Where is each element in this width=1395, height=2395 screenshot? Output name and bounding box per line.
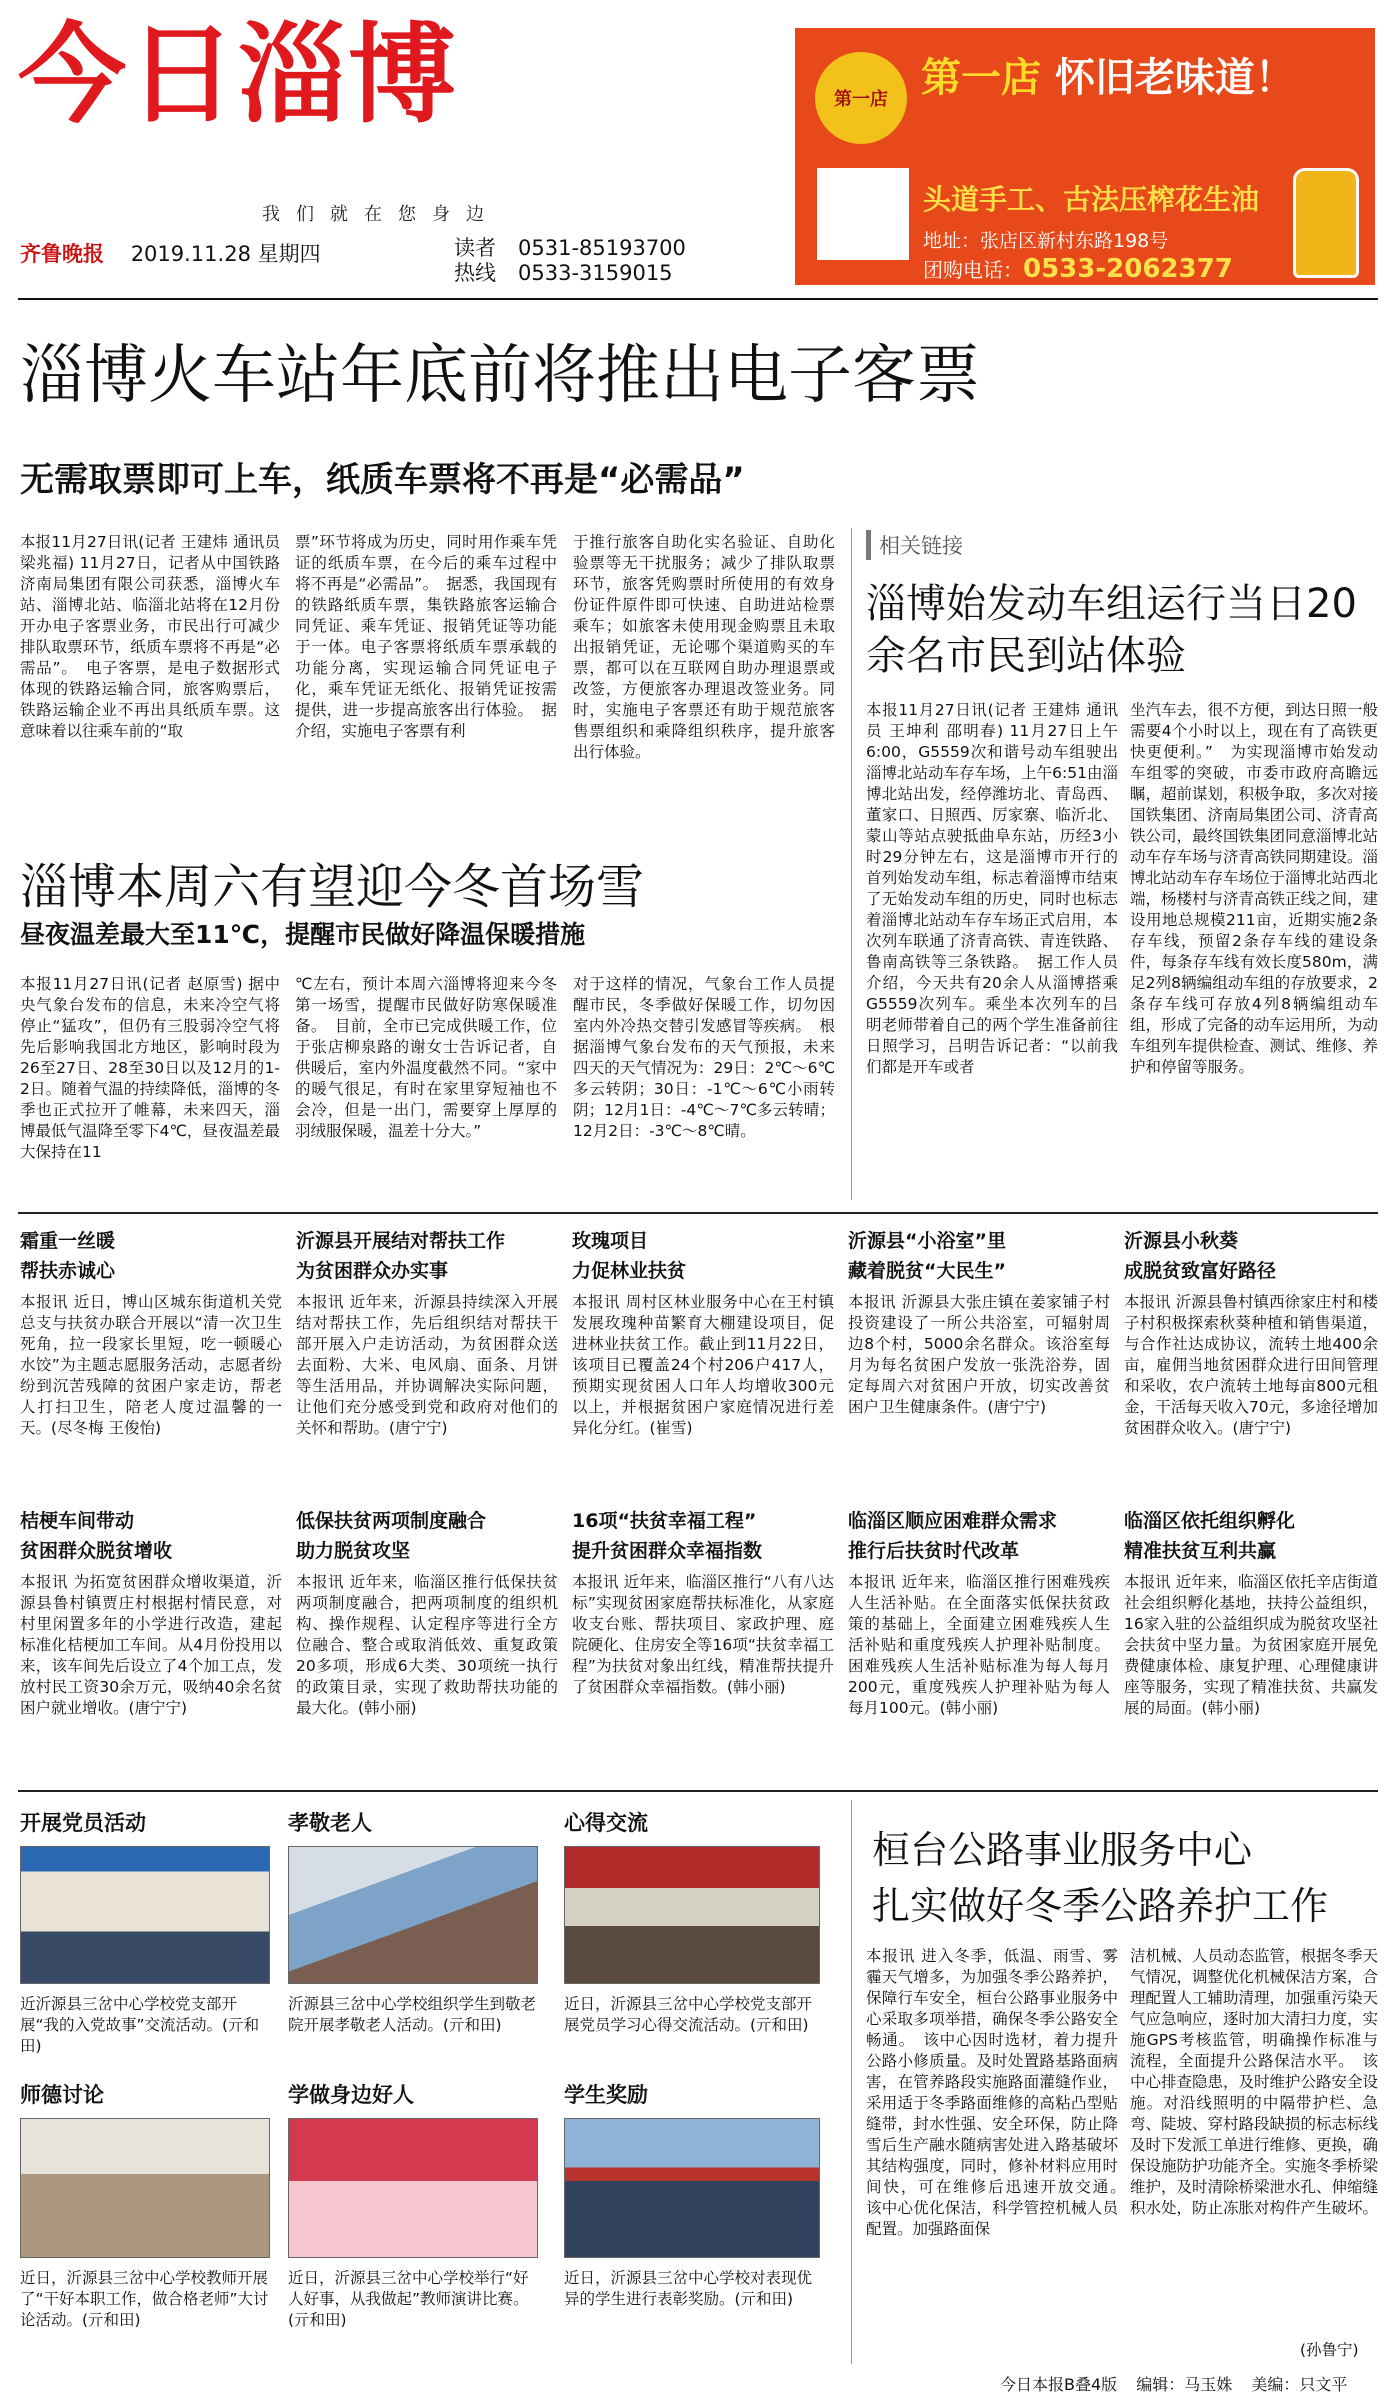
- designer: 美编：只文平: [1251, 2375, 1348, 2394]
- photo-card-6: 学生奖励 近日，沂源县三岔中心学校对表现优异的学生进行表彰奖励。(亓和田): [564, 2080, 820, 2310]
- photo-card-3: 心得交流 近日，沂源县三岔中心学校党支部开展党员学习心得交流活动。(亓和田): [564, 1808, 820, 2036]
- lead-col-2: 票”环节将成为历史，同时用作乘车凭证的纸质车票，在今后的乘车过程中将不再是“必需品”。 据悉，我国现有的铁路纸质车票，集铁路旅客运输合同凭证、乘车凭证、报销凭证等功能于一体。电子客票将纸质车票承载的功能分离，实现运输合同凭证电子化，乘车凭证无纸化、报销凭证按需提供，进一步提高旅客出行体验。 据介绍，实施电子客票有利: [295, 533, 557, 740]
- brief-3: 玫瑰项目 力促林业扶贫 本报讯 周村区林业服务中心在王村镇发展玫瑰种苗繁育大棚建设项目，促进林业扶贫工作。截止到11月22日，该项目已覆盖24个村206户417人，预期实现贫困人口年人均增收300元以上，并根据贫困户家庭情况进行差异化分红。(崔雪): [572, 1230, 834, 1437]
- page-number: 今日本报B叠4版: [1000, 2375, 1118, 2394]
- photo-image[interactable]: [20, 2118, 270, 2258]
- brief-8: 16项“扶贫幸福工程” 提升贫困群众幸福指数 本报讯 近年来，临淄区推行“八有八达标”实现贫困家庭帮扶标准化，从家庭收支台账、帮扶项目、家政护理、庭院硬化、住房安全等16项“扶贫幸福工程”为扶贫对象出红线，精准帮扶提升了贫困群众幸福指数。(韩小丽): [572, 1510, 834, 1696]
- advertisement[interactable]: [795, 28, 1375, 285]
- brief-9: 临淄区顺应困难群众需求 推行后扶贫时代改革 本报讯 近年来，临淄区推行困难残疾人生活补贴。在全面落实低保扶贫政策的基础上，全面建立困难残疾人生活补贴和重度残疾人护理补贴制度。困难残疾人生活补贴标准为每人每月200元，重度残疾人护理补贴为每人每月100元。(韩小丽): [848, 1510, 1110, 1717]
- brief-2: 沂源县开展结对帮扶工作 为贫困群众办实事 本报讯 近年来，沂源县持续深入开展结对帮扶工作，先后组织结对帮扶干部开展入户走访活动，为贫困群众送去面粉、大米、电风扇、面条、月饼等生活用品，并协调解决实际问题，让他们充分感受到党和政府对他们的关怀和帮助。(唐宁宁): [296, 1230, 558, 1437]
- road-headline: 桓台公路事业服务中心 扎实做好冬季公路养护工作: [872, 1828, 1329, 1928]
- column-divider: [851, 528, 852, 1200]
- road-col-2: 洁机械、人员动态监管，根据冬季天气情况，调整优化机械保洁方案，合理配置人工辅助清理，加强重污染天气应急响应，逐时加大清扫力度，实施GPS考核监管，明确操作标准与流程，全面提升公路保洁水平。 该中心排查隐患，及时维护公路安全设施。对沿线照明的中隔带护栏、急弯、陡坡、穿村路段缺损的标志标线及时下发派工单进行维修、更换，确保设施防护功能齐全。实施冬季桥梁维护，及时清除桥梁泄水孔、伸缩缝积水处，防止冻胀对构件产生破坏。: [1130, 1947, 1379, 2217]
- oil-bottle-icon: [1293, 168, 1359, 278]
- qr-code-icon[interactable]: [817, 168, 909, 260]
- brief-4: 沂源县“小浴室”里 藏着脱贫“大民生” 本报讯 沂源县大张庄镇在姜家铺子村投资建设了一所公共浴室，可辐射周边8个村，5000余名群众。该浴室每月为每名贫困户发放一张洗浴券，固定每周六对贫困户开放，切实改善贫困户卫生健康条件。(唐宁宁): [848, 1230, 1110, 1416]
- lead-subhead: 无需取票即可上车，纸质车票将不再是“必需品”: [20, 460, 745, 500]
- masthead-slogan: 我们就在您身边: [262, 204, 500, 225]
- related-label: 相关链接: [866, 530, 1376, 560]
- photo-card-2: 孝敬老人 沂源县三岔中心学校组织学生到敬老院开展孝敬老人活动。(亓和田): [288, 1811, 537, 2034]
- snow-col-3: 对于这样的情况，气象台工作人员提醒市民，冬季做好保暖工作，切勿因室内外冷热交替引发感冒等疾病。 根据淄博气象台发布的天气预报，未来四天的天气情况为：29日：2℃～6℃多云转阴；30日：-1℃～6℃小雨转阴；12月1日：-4℃～7℃多云转晴；12月2日：-3℃～8℃晴。: [573, 975, 835, 1140]
- ad-tagline: 头道手工、古法压榨花生油: [923, 183, 1260, 216]
- snow-col-1: 本报11月27日讯(记者 赵原雪) 据中央气象台发布的信息，未来冷空气将停止“猛攻”，但仍有三股弱冷空气将先后影响我国北方地区，影响时段为26至27日、28至30日以及12月的1-2日。随着气温的持续降低，淄博的冬季也正式拉开了帷幕，未来四天，淄博最低气温降至零下4℃，昼夜温差最大保持在11: [20, 975, 280, 1161]
- phone-1: 0531-85193700: [518, 236, 686, 260]
- snow-subhead: 昼夜温差最大至11℃，提醒市民做好降温保暖措施: [20, 920, 586, 949]
- ad-headline: 第一店 怀旧老味道！: [921, 55, 1295, 101]
- brief-1: 霜重一丝暖 帮扶赤诚心 本报讯 近日，博山区城东街道机关党总支与扶贫办联合开展以“清一次卫生死角，拉一段家长里短，吃一顿暖心水饺”为主题志愿服务活动，志愿者纷纷到沉苦残障的贫困户家走访，帮老人打扫卫生，陪老人度过温馨的一天。(尽冬梅 王俊怡): [20, 1230, 282, 1437]
- masthead-title: 今日淄博: [18, 13, 459, 138]
- related-col-1: 本报11月27日讯(记者 王建炜 通讯员 王坤利 邵明春) 11月27日上午6:00，G5559次和谐号动车组驶出淄博北站动车存车场，上午6:51由淄博北站出发，经停潍坊北、青岛西、董家口、日照西、厉家寨、临沂北、蒙山等站点驶抵曲阜东站，历经3小时29分钟左右，这是淄博市开行的首列始发动车组，标志着淄博市结束了无始发动车组的历史，同时也标志着淄博北站动车存车场正式启用，本次列车联通了济青高铁、青连铁路、鲁南高铁等三条铁路。 据工作人员介绍，今天共有20余人从淄博搭乘G5559次列车。乘坐本次列车的吕明老师带着自己的两个学生准备前往日照学习，吕明告诉记者：“以前我们都是开车或者: [866, 701, 1118, 1076]
- hotline-phones: [518, 236, 686, 286]
- brief-10: 临淄区依托组织孵化 精准扶贫互利共赢 本报讯 近年来，临淄区依托辛店街道社会组织孵化基地，扶持公益组织，16家入驻的公益组织成为脱贫攻坚社会扶贫中坚力量。为贫困家庭开展免费健康体检、康复护理、心理健康讲座等服务，实现了精准扶贫、共赢发展的局面。(韩小丽): [1124, 1510, 1378, 1717]
- issue-date: 2019.11.28 星期四: [130, 242, 321, 266]
- publisher-name: 齐鲁晚报: [20, 241, 104, 266]
- ad-logo: 第一店: [815, 52, 907, 144]
- ad-phone: 团购电话：0533-2062377: [923, 254, 1233, 284]
- hotline-labels: 读者 热线: [454, 236, 496, 285]
- brief-7: 低保扶贫两项制度融合 助力脱贫攻坚 本报讯 近年来，临淄区推行低保扶贫两项制度融合，把两项制度的组织机构、操作规程、认定程序等进行全方位融合、整合或取消低效、重复政策20多项，形成6大类、30项统一执行的政策目录，实现了救助帮扶功能的最大化。(韩小丽): [296, 1510, 558, 1717]
- section-divider: [18, 1212, 1378, 1214]
- related-box: [866, 530, 1376, 682]
- photo-card-1: 开展党员活动 近沂源县三岔中心学校党支部开展“我的入党故事”交流活动。(亓和田): [20, 1808, 270, 2057]
- column-divider-2: [851, 1800, 852, 2364]
- related-headline: 淄博始发动车组运行当日20余名市民到站体验: [866, 581, 1357, 679]
- section-divider-2: [18, 1790, 1378, 1792]
- photo-image[interactable]: [288, 2118, 538, 2258]
- footer: [1000, 2372, 1347, 2395]
- road-author: (孙鲁宁): [1300, 2341, 1359, 2359]
- brief-6: 桔梗车间带动 贫困群众脱贫增收 本报讯 为拓宽贫困群众增收渠道，沂源县鲁村镇贾庄村根据村情民意，对村里闲置多年的小学进行改造，建起标准化桔梗加工车间。从4月份投用以来，该车间先后设立了4个加工点，发放村民工资30余万元，吸纳40余名贫困户就业增收。(唐宁宁): [20, 1510, 282, 1717]
- masthead-divider: [18, 298, 1378, 300]
- photo-image[interactable]: [564, 2118, 820, 2258]
- brief-5: 沂源县小秋葵 成脱贫致富好路径 本报讯 沂源县鲁村镇西徐家庄村和楼子村积极探索秋葵种植和销售渠道，与合作社达成协议，流转土地400余亩，雇佣当地贫困群众进行田间管理和采收，农户流转土地每亩800元租金，干活每天收入70元，多途径增加贫困群众收入。(唐宁宁): [1124, 1230, 1378, 1437]
- lead-col-1: 本报11月27日讯(记者 王建炜 通讯员 梁兆福) 11月27日，记者从中国铁路济南局集团有限公司获悉，淄博火车站、淄博北站、临淄北站将在12月份开办电子客票业务，市民出行可减少排队取票环节，纸质车票将不再是“必需品”。 电子客票，是电子数据形式体现的铁路运输合同，旅客购票后，铁路运输企业不再出具纸质车票。这意味着以往乘车前的“取: [20, 533, 280, 740]
- masthead-meta: [20, 238, 321, 268]
- snow-headline: 淄博本周六有望迎今冬首场雪: [20, 859, 645, 915]
- photo-card-5: 学做身边好人 近日，沂源县三岔中心学校举行“好人好事，从我做起”教师演讲比赛。(亓和田): [288, 2080, 538, 2331]
- lead-col-3: 于推行旅客自助化实名验证、自助化验票等无干扰服务；减少了排队取票环节，旅客凭购票时所使用的有效身份证件原件即可快速、自助进站检票乘车；如旅客未使用现金购票且未取出报销凭证，无论哪个渠道购买的车票，都可以在互联网自助办理退票或改签，方便旅客办理退改签业务。同时，实施电子客票还有助于规范旅客售票组织和乘降组织秩序，提升旅客出行体验。: [573, 533, 835, 761]
- lead-headline: 淄博火车站年底前将推出电子客票: [20, 339, 980, 413]
- editor: 编辑：马玉姝: [1136, 2375, 1233, 2394]
- photo-image[interactable]: [20, 1846, 270, 1984]
- snow-col-2: ℃左右，预计本周六淄博将迎来今冬第一场雪，提醒市民做好防寒保暖准备。 目前，全市已完成供暖工作，位于张店柳泉路的谢女士告诉记者，自供暖后，室内外温度截然不同。“家中的暖气很足，有时在家里穿短袖也不会冷，但是一出门，需要穿上厚厚的羽绒服保暖，温差十分大。”: [295, 975, 557, 1140]
- road-col-1: 本报讯 进入冬季，低温、雨雪、雾霾天气增多，为加强冬季公路养护，保障行车安全，桓台公路事业服务中心采取多项举措，确保冬季公路安全畅通。 该中心因时选材，着力提升公路小修质量。及时处置路基路面病害，在管养路段实施路面灌缝作业，采用适于冬季路面维修的高粘凸型贴缝带，封水性强、安全环保，防止降雪后生产融水随病害处进入路基破坏其结构强度，同时，修补材料应用时间快，可在维修后迅速开放交通。 该中心优化保洁，科学管控机械人员配置。加强路面保: [866, 1947, 1134, 2238]
- related-col-2: 坐汽车去，很不方便，到达日照一般需要4个小时以上，现在有了高铁更快更便利。” 为实现淄博市始发动车组零的突破，市委市政府高瞻远瞩，超前谋划，积极争取，多次对接国铁集团、济南局集团公司、济青高铁公司，最终国铁集团同意淄博北站动车存车场与济青高铁同期建设。淄博北站动车存车场位于淄博北站西北端，杨楼村与济青高铁正线之间，建设用地总规模211亩，近期实施2条存车线，预留2条存车线的建设条件，每条存车线有效长度580m，满足2列8辆编组动车组的存放要求，2条存车线可存放4列8辆编组动车组，形成了完备的动车运用所，为动车组列车提供检查、测试、维修、养护和停留等服务。: [1130, 701, 1379, 1076]
- photo-card-4: 师德讨论 近日，沂源县三岔中心学校教师开展了“干好本职工作，做合格老师”大讨论活动。(亓和田): [20, 2083, 269, 2329]
- ad-address: 地址：张店区新村东路198号: [923, 230, 1169, 252]
- photo-image[interactable]: [288, 1846, 538, 1984]
- photo-image[interactable]: [564, 1846, 820, 1984]
- phone-2: 0533-3159015: [518, 261, 673, 285]
